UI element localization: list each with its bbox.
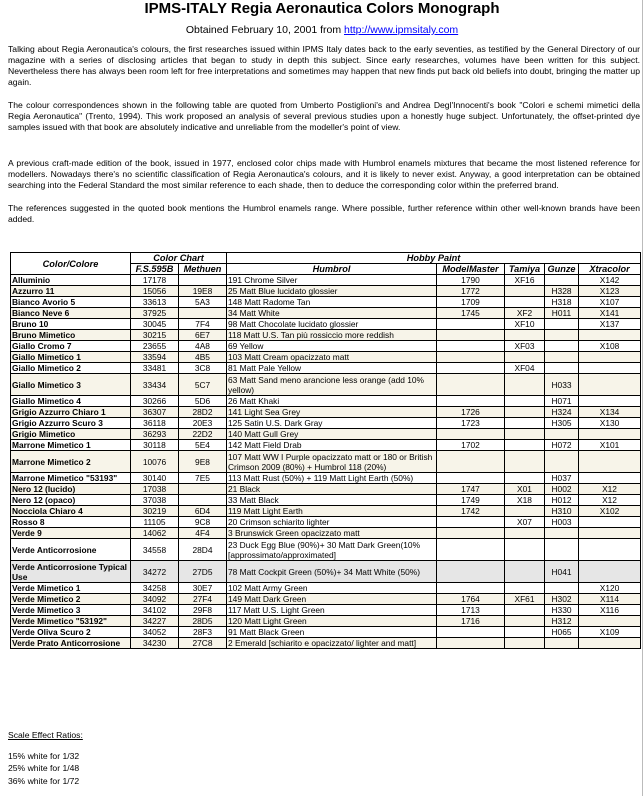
xtracolor-cell: X142 (579, 275, 641, 286)
humbrol-cell: 103 Matt Cream opacizzato matt (227, 352, 437, 363)
methuen-cell: 3C8 (179, 363, 227, 374)
humbrol-cell: 141 Light Sea Grey (227, 407, 437, 418)
modelmaster-cell: 1764 (437, 594, 505, 605)
methuen-cell (179, 495, 227, 506)
xtracolor-cell (579, 363, 641, 374)
modelmaster-cell: 1726 (437, 407, 505, 418)
gunze-cell (545, 341, 579, 352)
fs595b-cell: 30118 (131, 440, 179, 451)
fs595b-cell: 14062 (131, 528, 179, 539)
gunze-cell (545, 638, 579, 649)
color-name-cell: Verde Prato Anticorrosione (11, 638, 131, 649)
modelmaster-cell (437, 330, 505, 341)
methuen-cell: 5A3 (179, 297, 227, 308)
xtracolor-cell (579, 517, 641, 528)
header-hobby-paint: Hobby Paint (227, 253, 641, 264)
humbrol-cell: 34 Matt White (227, 308, 437, 319)
scale-effect-ratios (8, 729, 83, 787)
fs595b-cell: 34102 (131, 605, 179, 616)
gunze-cell (545, 429, 579, 440)
modelmaster-cell: 1749 (437, 495, 505, 506)
methuen-cell: 28D2 (179, 407, 227, 418)
xtracolor-cell (579, 374, 641, 396)
table-row (11, 539, 641, 561)
header-color-chart: Color Chart (131, 253, 227, 264)
methuen-cell: 22D2 (179, 429, 227, 440)
color-name-cell: Giallo Mimetico 3 (11, 374, 131, 396)
table-row (11, 341, 641, 352)
tamiya-cell: X01 (505, 484, 545, 495)
color-name-cell: Azzurro 11 (11, 286, 131, 297)
humbrol-cell: 149 Matt Dark Green (227, 594, 437, 605)
gunze-cell (545, 275, 579, 286)
color-name-cell: Giallo Mimetico 2 (11, 363, 131, 374)
humbrol-cell: 191 Chrome Silver (227, 275, 437, 286)
methuen-cell: 5D6 (179, 396, 227, 407)
tamiya-cell: XF2 (505, 308, 545, 319)
table-row (11, 583, 641, 594)
xtracolor-cell: X12 (579, 495, 641, 506)
modelmaster-cell (437, 539, 505, 561)
tamiya-cell (505, 605, 545, 616)
fs595b-cell: 17038 (131, 484, 179, 495)
edition-paragraph: A previous craft-made edition of the book, issued in 1977, enclosed color chips made with Humbrol enamels mixtures that became the most listened reference for modellers. Nowadays there's no scientific classification of Regia Aeronautica's colours, and it is likely to never exist. Anyway, a good interpretation can be obtained searching into the Federal Standard the most similar reference to each shade, then to deduce the corresponding color within the preferred brand. (8, 158, 640, 190)
color-name-cell: Verde 9 (11, 528, 131, 539)
fs595b-cell: 10076 (131, 451, 179, 473)
xtracolor-cell (579, 330, 641, 341)
scale-ratio-item: 15% white for 1/32 (8, 750, 80, 761)
humbrol-cell: 63 Matt Sand meno arancione less orange (add 10% yellow) (227, 374, 437, 396)
methuen-cell: 4A8 (179, 341, 227, 352)
table-row (11, 594, 641, 605)
humbrol-cell: 148 Matt Radome Tan (227, 297, 437, 308)
humbrol-cell: 23 Duck Egg Blue (90%)+ 30 Matt Dark Green(10% [approssimato/approximated] (227, 539, 437, 561)
references-paragraph: The references suggested in the quoted book mentions the Humbrol enamels range. Where possible, further reference within other well-known brands have been added. (8, 203, 640, 224)
table-row (11, 429, 641, 440)
xtracolor-cell (579, 561, 641, 583)
fs595b-cell: 30140 (131, 473, 179, 484)
xtracolor-cell: X134 (579, 407, 641, 418)
gunze-cell (545, 319, 579, 330)
color-name-cell: Verde Oliva Scuro 2 (11, 627, 131, 638)
gunze-cell: H071 (545, 396, 579, 407)
methuen-cell (179, 275, 227, 286)
page-title: IPMS-ITALY Regia Aeronautica Colors Monograph (144, 0, 500, 17)
modelmaster-cell: 1747 (437, 484, 505, 495)
gunze-cell: H305 (545, 418, 579, 429)
source-paragraph: The colour correspondences shown in the following table are quoted from Umberto Postiglioni's and Andrea Degl'Innocenti's book "Colori e schemi mimetici della Regia Aeronautica" (Trento, 1994). This work proposed an analysis of several previous studies upon a honestly huge subject. Unfortunately, the offset-printed dye samples issued with that book are absolutely indicative and unreliable from the modeller's point of view. (8, 100, 640, 132)
modelmaster-cell: 1742 (437, 506, 505, 517)
tamiya-cell: X07 (505, 517, 545, 528)
color-name-cell: Marrone Mimetico 2 (11, 451, 131, 473)
modelmaster-cell (437, 396, 505, 407)
table-row (11, 286, 641, 297)
fs595b-cell: 30045 (131, 319, 179, 330)
gunze-cell (545, 528, 579, 539)
gunze-cell: H328 (545, 286, 579, 297)
gunze-cell: H011 (545, 308, 579, 319)
table-row (11, 484, 641, 495)
xtracolor-cell (579, 539, 641, 561)
modelmaster-cell (437, 528, 505, 539)
color-name-cell: Bruno 10 (11, 319, 131, 330)
fs595b-cell: 36293 (131, 429, 179, 440)
fs595b-cell: 36118 (131, 418, 179, 429)
tamiya-cell (505, 440, 545, 451)
xtracolor-cell (579, 396, 641, 407)
xtracolor-cell (579, 528, 641, 539)
tamiya-cell (505, 561, 545, 583)
gunze-cell: H318 (545, 297, 579, 308)
fs595b-cell: 34092 (131, 594, 179, 605)
scale-effect-heading: Scale Effect Ratios: (8, 730, 83, 740)
modelmaster-cell (437, 429, 505, 440)
gunze-cell: H037 (545, 473, 579, 484)
gunze-cell: H072 (545, 440, 579, 451)
methuen-cell: 4F4 (179, 528, 227, 539)
table-row (11, 627, 641, 638)
tamiya-cell (505, 506, 545, 517)
fs595b-cell: 33434 (131, 374, 179, 396)
gunze-cell (545, 363, 579, 374)
methuen-cell: 5C7 (179, 374, 227, 396)
xtracolor-cell: X109 (579, 627, 641, 638)
tamiya-cell (505, 627, 545, 638)
tamiya-cell: XF61 (505, 594, 545, 605)
color-name-cell: Verde Mimetico "53192" (11, 616, 131, 627)
table-row (11, 605, 641, 616)
modelmaster-cell (437, 473, 505, 484)
fs595b-cell: 34258 (131, 583, 179, 594)
humbrol-cell: 117 Matt U.S. Light Green (227, 605, 437, 616)
humbrol-cell: 107 Matt WW I Purple opacizzato matt or 180 or British Crimson 2009 (80%) + Humbrol 118 (20%) (227, 451, 437, 473)
table-row (11, 297, 641, 308)
tamiya-cell (505, 297, 545, 308)
humbrol-cell: 3 Brunswick Green opacizzato matt (227, 528, 437, 539)
modelmaster-cell (437, 638, 505, 649)
modelmaster-cell (437, 363, 505, 374)
header-modelmaster: ModelMaster (437, 264, 505, 275)
xtracolor-cell: X108 (579, 341, 641, 352)
humbrol-cell: 91 Matt Black Green (227, 627, 437, 638)
gunze-cell (545, 352, 579, 363)
tamiya-cell (505, 396, 545, 407)
color-name-cell: Giallo Mimetico 1 (11, 352, 131, 363)
xtracolor-cell (579, 352, 641, 363)
fs595b-cell: 17178 (131, 275, 179, 286)
table-row (11, 506, 641, 517)
methuen-cell (179, 308, 227, 319)
xtracolor-cell (579, 638, 641, 649)
modelmaster-cell (437, 583, 505, 594)
gunze-cell: H330 (545, 605, 579, 616)
table-row (11, 528, 641, 539)
fs595b-cell: 33594 (131, 352, 179, 363)
scale-ratio-item: 36% white for 1/72 (8, 775, 80, 786)
fs595b-cell: 34558 (131, 539, 179, 561)
modelmaster-cell: 1709 (437, 297, 505, 308)
fs595b-cell: 30215 (131, 330, 179, 341)
methuen-cell: 7E5 (179, 473, 227, 484)
fs595b-cell: 11105 (131, 517, 179, 528)
modelmaster-cell: 1702 (437, 440, 505, 451)
color-name-cell: Grigio Mimetico (11, 429, 131, 440)
modelmaster-cell (437, 561, 505, 583)
tamiya-cell (505, 286, 545, 297)
gunze-cell: H041 (545, 561, 579, 583)
humbrol-cell: 142 Matt Field Drab (227, 440, 437, 451)
fs595b-cell: 37038 (131, 495, 179, 506)
methuen-cell (179, 484, 227, 495)
header-gunze: Gunze (545, 264, 579, 275)
gunze-cell (545, 583, 579, 594)
humbrol-cell: 26 Matt Khaki (227, 396, 437, 407)
methuen-cell: 9C8 (179, 517, 227, 528)
table-row (11, 275, 641, 286)
methuen-cell: 30E7 (179, 583, 227, 594)
color-name-cell: Verde Anticorrosione (11, 539, 131, 561)
page-subtitle (0, 24, 644, 37)
color-name-cell: Giallo Mimetico 4 (11, 396, 131, 407)
tamiya-cell (505, 429, 545, 440)
humbrol-cell: 21 Black (227, 484, 437, 495)
xtracolor-cell: X12 (579, 484, 641, 495)
methuen-cell: 29F8 (179, 605, 227, 616)
table-row (11, 352, 641, 363)
modelmaster-cell (437, 319, 505, 330)
humbrol-cell: 98 Matt Chocolate lucidato glossier (227, 319, 437, 330)
humbrol-cell: 81 Matt Pale Yellow (227, 363, 437, 374)
scale-ratio-item: 25% white for 1/48 (8, 763, 80, 773)
fs595b-cell: 30266 (131, 396, 179, 407)
table-row (11, 407, 641, 418)
modelmaster-cell (437, 517, 505, 528)
table-row (11, 638, 641, 649)
header-color-name: Color/Colore (11, 253, 131, 275)
methuen-cell: 28D5 (179, 616, 227, 627)
fs595b-cell: 34272 (131, 561, 179, 583)
modelmaster-cell: 1790 (437, 275, 505, 286)
xtracolor-cell (579, 616, 641, 627)
tamiya-cell: XF10 (505, 319, 545, 330)
table-row (11, 616, 641, 627)
color-name-cell: Giallo Cromo 7 (11, 341, 131, 352)
xtracolor-cell: X102 (579, 506, 641, 517)
methuen-cell: 20E3 (179, 418, 227, 429)
fs595b-cell: 33481 (131, 363, 179, 374)
tamiya-cell (505, 330, 545, 341)
color-name-cell: Verde Mimetico 2 (11, 594, 131, 605)
methuen-cell: 7F4 (179, 319, 227, 330)
color-name-cell: Nero 12 (opaco) (11, 495, 131, 506)
modelmaster-cell (437, 451, 505, 473)
tamiya-cell (505, 583, 545, 594)
xtracolor-cell: X116 (579, 605, 641, 616)
modelmaster-cell: 1772 (437, 286, 505, 297)
methuen-cell: 19E8 (179, 286, 227, 297)
color-name-cell: Verde Mimetico 1 (11, 583, 131, 594)
table-row (11, 319, 641, 330)
methuen-cell: 5E4 (179, 440, 227, 451)
color-name-cell: Nero 12 (lucido) (11, 484, 131, 495)
color-name-cell: Marrone Mimetico 1 (11, 440, 131, 451)
header-xtracolor: Xtracolor (579, 264, 641, 275)
subtitle-text: Obtained February 10, 2001 from (185, 24, 344, 36)
xtracolor-cell: X123 (579, 286, 641, 297)
header-methuen: Methuen (179, 264, 227, 275)
color-name-cell: Marrone Mimetico "53193" (11, 473, 131, 484)
table-row (11, 517, 641, 528)
tamiya-cell (505, 374, 545, 396)
color-name-cell: Bruno Mimetico (11, 330, 131, 341)
modelmaster-cell (437, 352, 505, 363)
color-name-cell: Rosso 8 (11, 517, 131, 528)
modelmaster-cell: 1745 (437, 308, 505, 319)
tamiya-cell (505, 451, 545, 473)
modelmaster-cell: 1716 (437, 616, 505, 627)
table-row (11, 396, 641, 407)
methuen-cell: 9E8 (179, 451, 227, 473)
gunze-cell: H003 (545, 517, 579, 528)
color-name-cell: Grigio Azzurro Scuro 3 (11, 418, 131, 429)
fs595b-cell: 34052 (131, 627, 179, 638)
table-row (11, 374, 641, 396)
gunze-cell: H312 (545, 616, 579, 627)
methuen-cell: 4B5 (179, 352, 227, 363)
xtracolor-cell: X114 (579, 594, 641, 605)
header-humbrol: Humbrol (227, 264, 437, 275)
color-table-body (11, 275, 641, 649)
methuen-cell: 27C8 (179, 638, 227, 649)
table-row (11, 495, 641, 506)
intro-paragraph: Talking about Regia Aeronautica's colours, the first researches issued within IPMS Italy dates back to the early seventies, as testified by the General Directory of our magazine with a series of disclosing articles that began to study in depth this subject. Since early researches, volumes have been written for this subject. Nevertheless there has always been room left for free interpretations and sometimes may happen that new finds put back old beliefs into doubt, bringing the matter up again. (8, 44, 640, 87)
color-table (10, 252, 641, 649)
fs595b-cell: 34227 (131, 616, 179, 627)
humbrol-cell: 118 Matt U.S. Tan più rossiccio more reddish (227, 330, 437, 341)
fs595b-cell: 15056 (131, 286, 179, 297)
color-name-cell: Verde Mimetico 3 (11, 605, 131, 616)
tamiya-cell: X18 (505, 495, 545, 506)
color-name-cell: Alluminio (11, 275, 131, 286)
xtracolor-cell: X130 (579, 418, 641, 429)
methuen-cell: 27D5 (179, 561, 227, 583)
gunze-cell: H012 (545, 495, 579, 506)
gunze-cell: H324 (545, 407, 579, 418)
table-row (11, 473, 641, 484)
modelmaster-cell: 1723 (437, 418, 505, 429)
gunze-cell (545, 330, 579, 341)
tamiya-cell (505, 539, 545, 561)
fs595b-cell: 33613 (131, 297, 179, 308)
humbrol-cell: 119 Matt Light Earth (227, 506, 437, 517)
humbrol-cell: 25 Matt Blue lucidato glossier (227, 286, 437, 297)
humbrol-cell: 78 Matt Cockpit Green (50%)+ 34 Matt White (50%) (227, 561, 437, 583)
fs595b-cell: 30219 (131, 506, 179, 517)
humbrol-cell: 120 Matt Light Green (227, 616, 437, 627)
modelmaster-cell: 1713 (437, 605, 505, 616)
header-fs595b: F.S.595B (131, 264, 179, 275)
tamiya-cell (505, 407, 545, 418)
gunze-cell: H065 (545, 627, 579, 638)
fs595b-cell: 36307 (131, 407, 179, 418)
table-row (11, 418, 641, 429)
modelmaster-cell (437, 374, 505, 396)
methuen-cell: 28F3 (179, 627, 227, 638)
xtracolor-cell: X141 (579, 308, 641, 319)
tamiya-cell (505, 638, 545, 649)
table-row (11, 308, 641, 319)
tamiya-cell: XF03 (505, 341, 545, 352)
xtracolor-cell: X137 (579, 319, 641, 330)
gunze-cell: H310 (545, 506, 579, 517)
humbrol-cell: 69 Yellow (227, 341, 437, 352)
color-name-cell: Nocciola Chiaro 4 (11, 506, 131, 517)
humbrol-cell: 140 Matt Gull Grey (227, 429, 437, 440)
table-row (11, 561, 641, 583)
table-row (11, 330, 641, 341)
gunze-cell: H302 (545, 594, 579, 605)
humbrol-cell: 125 Satin U.S. Dark Gray (227, 418, 437, 429)
methuen-cell: 6E7 (179, 330, 227, 341)
fs595b-cell: 34230 (131, 638, 179, 649)
xtracolor-cell: X120 (579, 583, 641, 594)
color-name-cell: Verde Anticorrosione Typical Use (11, 561, 131, 583)
humbrol-cell: 33 Matt Black (227, 495, 437, 506)
xtracolor-cell (579, 473, 641, 484)
tamiya-cell (505, 473, 545, 484)
color-name-cell: Bianco Avorio 5 (11, 297, 131, 308)
source-link[interactable]: http://www.ipmsitaly.com (344, 24, 459, 36)
xtracolor-cell (579, 451, 641, 473)
methuen-cell: 27F4 (179, 594, 227, 605)
gunze-cell (545, 451, 579, 473)
table-row (11, 440, 641, 451)
humbrol-cell: 2 Emerald [schiarito e opacizzato/ lighter and matt] (227, 638, 437, 649)
fs595b-cell: 23655 (131, 341, 179, 352)
table-row (11, 363, 641, 374)
tamiya-cell (505, 418, 545, 429)
methuen-cell: 6D4 (179, 506, 227, 517)
gunze-cell: H033 (545, 374, 579, 396)
humbrol-cell: 20 Crimson schiarito lighter (227, 517, 437, 528)
color-name-cell: Grigio Azzurro Chiaro 1 (11, 407, 131, 418)
tamiya-cell: XF16 (505, 275, 545, 286)
tamiya-cell (505, 616, 545, 627)
header-tamiya: Tamiya (505, 264, 545, 275)
gunze-cell (545, 539, 579, 561)
humbrol-cell: 113 Matt Rust (50%) + 119 Matt Light Earth (50%) (227, 473, 437, 484)
xtracolor-cell: X107 (579, 297, 641, 308)
table-row (11, 451, 641, 473)
xtracolor-cell: X101 (579, 440, 641, 451)
modelmaster-cell (437, 627, 505, 638)
tamiya-cell (505, 528, 545, 539)
color-name-cell: Bianco Neve 6 (11, 308, 131, 319)
fs595b-cell: 37925 (131, 308, 179, 319)
methuen-cell: 28D4 (179, 539, 227, 561)
gunze-cell: H002 (545, 484, 579, 495)
tamiya-cell (505, 352, 545, 363)
xtracolor-cell (579, 429, 641, 440)
humbrol-cell: 102 Matt Army Green (227, 583, 437, 594)
modelmaster-cell (437, 341, 505, 352)
tamiya-cell: XF04 (505, 363, 545, 374)
